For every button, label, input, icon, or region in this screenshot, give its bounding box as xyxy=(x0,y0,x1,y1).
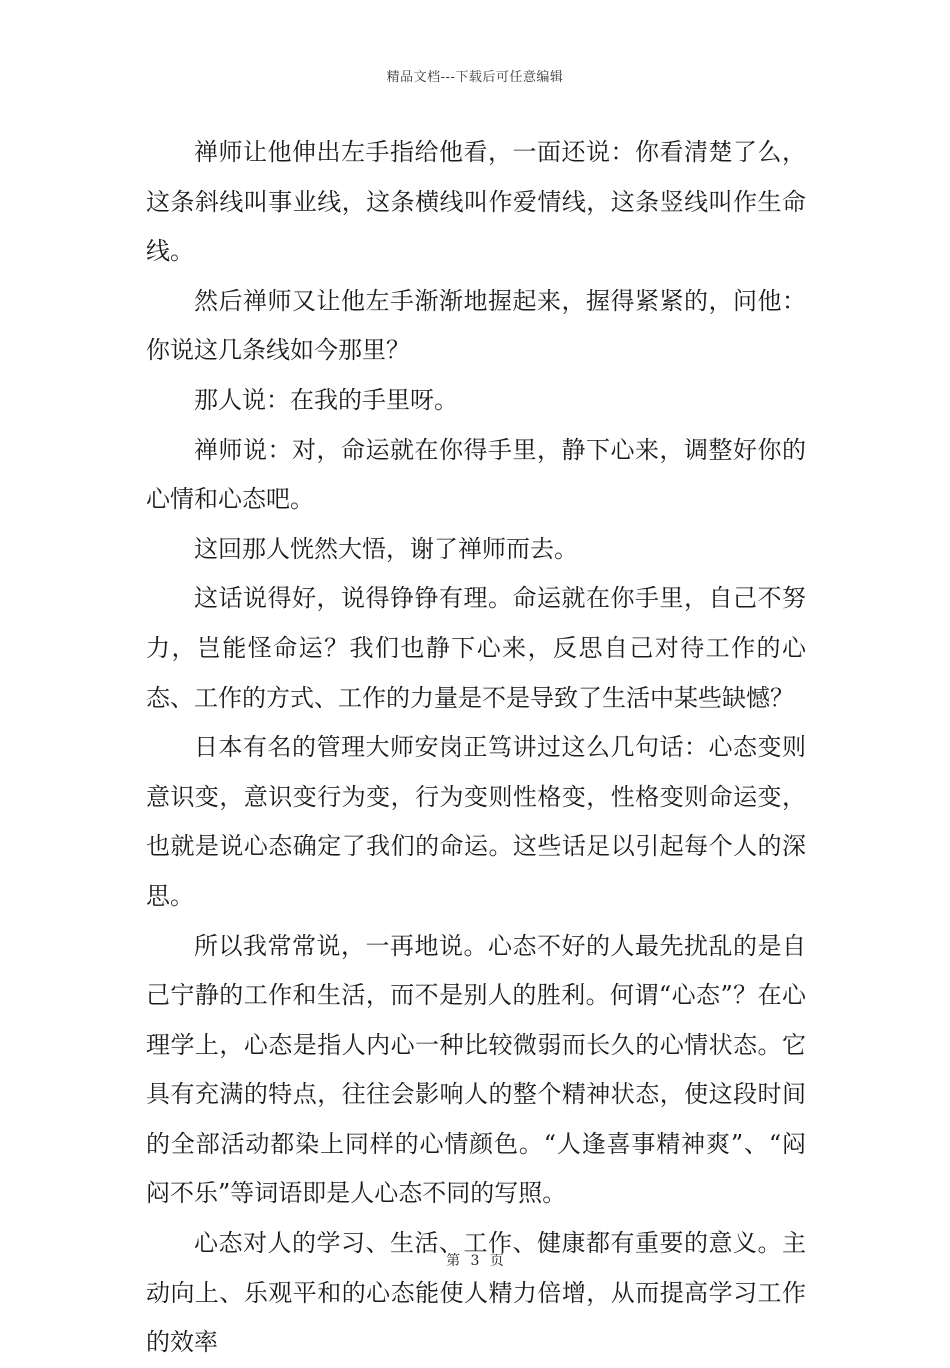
page-header: 精品文档---下载后可任意编辑 xyxy=(386,70,564,85)
paragraph: 禅师让他伸出左手指给他看，一面还说：你看清楚了么，这条斜线叫事业线，这条横线叫作爱情线，这条竖线叫作生命线。 xyxy=(146,138,806,266)
document-body xyxy=(146,128,806,1368)
paragraph: 所以我常常说，一再地说。心态不好的人最先扰乱的是自己宁静的工作和生活，而不是别人的胜利。何谓“心态”？在心理学上，心态是指人内心一种比较微弱而长久的心情状态。它具有充满的特点，往往会影响人的整个精神状态，使这段时间的全部活动都染上同样的心情颜色。“人逢喜事精神爽”、“闷闷不乐”等词语即是人心态不同的写照。 xyxy=(146,931,806,1208)
paragraph: 心态对人的学习、生活、工作、健康都有重要的意义。主动向上、乐观平和的心态能使人精力倍增，从而提高学习工作的效率 xyxy=(146,1229,806,1357)
paragraph: 这话说得好，说得铮铮有理。命运就在你手里，自己不努力，岂能怪命运？我们也静下心来，反思自己对待工作的心态、工作的方式、工作的力量是不是导致了生活中某些缺憾？ xyxy=(146,584,806,712)
page-number: 第 3 页 xyxy=(446,1253,504,1269)
paragraph: 然后禅师又让他左手渐渐地握起来，握得紧紧的，问他：你说这几条线如今那里？ xyxy=(146,286,806,365)
paragraph: 禅师说：对，命运就在你得手里，静下心来，调整好你的心情和心态吧。 xyxy=(146,435,806,514)
paragraph: 那人说：在我的手里呀。 xyxy=(194,385,458,414)
paragraph: 日本有名的管理大师安岗正笃讲过这么几句话：心态变则意识变，意识变行为变，行为变则性格变，性格变则命运变，也就是说心态确定了我们的命运。这些话足以引起每个人的深思。 xyxy=(146,733,806,910)
paragraph: 这回那人恍然大悟，谢了禅师而去。 xyxy=(194,534,578,563)
